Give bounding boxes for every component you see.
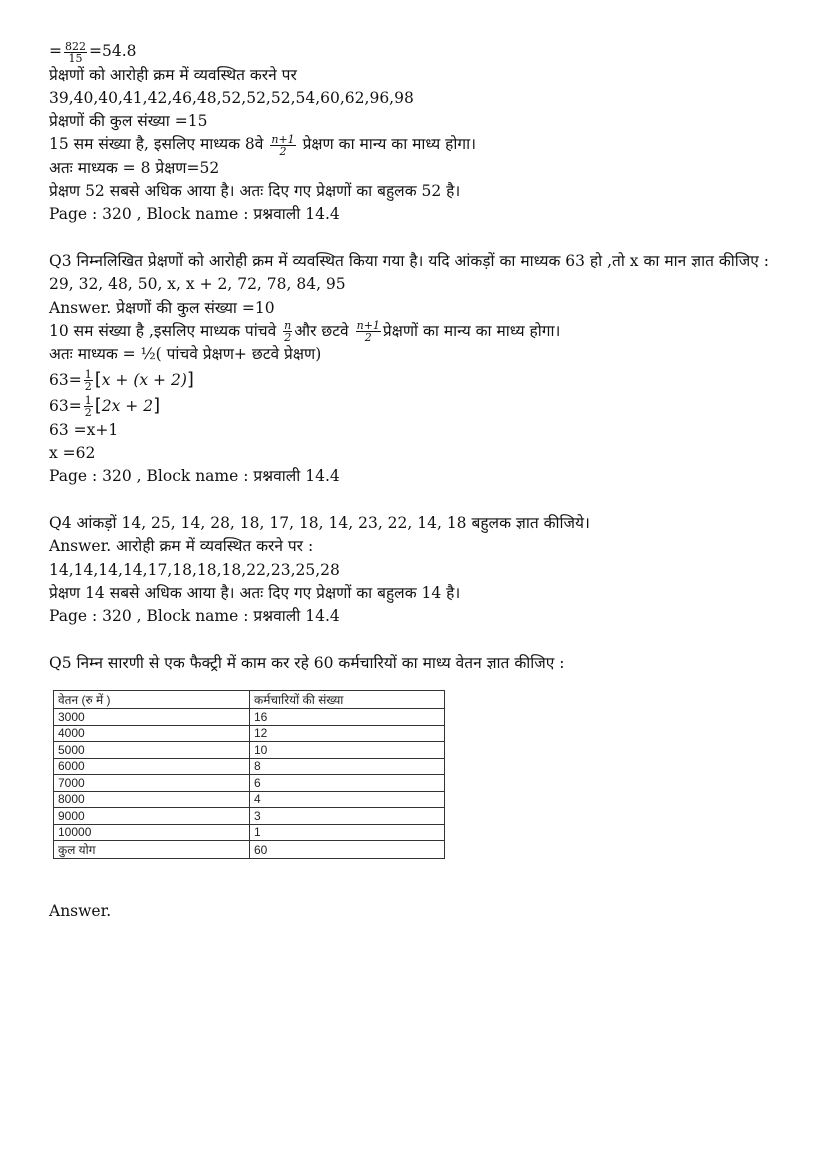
right-bracket: ] [186,368,194,390]
employee-count-cell: 8 [250,758,445,775]
salary-cell: 3000 [54,709,250,726]
equation-prefix: 63= [49,370,82,389]
median-text: अतः माध्यक = 8 प्रेक्षण=52 [49,158,220,177]
document-page [49,40,789,675]
salary-cell: 9000 [54,808,250,825]
count-text: प्रेक्षणों की कुल संख्या =15 [49,112,208,131]
fraction-numerator: 1 [84,368,92,382]
column-header-employees: कर्मचारियों की संख्या [250,691,445,709]
odd-text-b: प्रेक्षण का मान्य का माध्य होगा। [302,135,477,154]
q4-answer-line: Answer. आरोही क्रम में व्यवस्थित करने पर : [49,537,314,556]
salary-cell: 7000 [54,775,250,792]
employee-count-cell: 12 [250,725,445,742]
table-row [54,758,445,775]
fraction-numerator: n+1 [356,319,380,333]
arrange-text: प्रेक्षणों को आरोही क्रम में व्यवस्थित करने पर [49,65,297,84]
salary-cell: 6000 [54,758,250,775]
q3-count-text: Answer. प्रेक्षणों की कुल संख्या =10 [49,298,275,317]
fraction-numerator: n+1 [271,132,295,146]
q3-equation-4: x =62 [49,444,96,463]
table-row [54,841,445,859]
table-row [54,742,445,759]
even-text-a: 10 सम संख्या है ,इसलिए माध्यक पांचवे [49,321,277,340]
page-reference: Page : 320 , Block name : प्रश्नवाली 14.4 [49,467,340,486]
employee-count-cell: 1 [250,824,445,841]
n-plus-1-over-2-fraction [270,134,295,157]
page-reference: Page : 320 , Block name : प्रश्नवाली 14.4 [49,607,340,626]
q4-mode-text: प्रेक्षण 14 सबसे अधिक आया है। अतः दिए गए प्रेक्षणों का बहुलक 14 है। [49,583,461,602]
fraction-numerator: n [284,319,292,333]
equation-expression: 2x + 2 [101,396,154,415]
salary-cell: 5000 [54,742,250,759]
fraction-denominator: 15 [68,51,83,65]
fraction-denominator: 2 [84,380,92,394]
table-row [54,775,445,792]
salary-cell: 8000 [54,791,250,808]
sorted-values: 39,40,40,41,42,46,48,52,52,52,54,60,62,96,98 [49,88,414,107]
employee-count-cell: 60 [250,841,445,859]
page-reference: Page : 320 , Block name : प्रश्नवाली 14.4 [49,205,340,224]
fraction-denominator: 2 [279,144,287,158]
employee-count-cell: 4 [250,791,445,808]
equation-prefix: 63= [49,396,82,415]
n-plus-1-over-2-fraction [356,320,381,343]
equation-expression: x + (x + 2) [101,370,187,389]
q4-sorted: 14,14,14,14,17,18,18,18,22,23,25,28 [49,560,340,579]
half-fraction [84,369,93,392]
salary-cell: कुल योग [54,841,250,859]
even-text-c: प्रेक्षणों का मान्य का माध्य होगा। [382,321,561,340]
fraction-numerator: 822 [65,39,86,53]
fraction-denominator: 2 [364,331,372,345]
table-row [54,709,445,726]
even-text-b: और छटवे [294,321,349,340]
q4-question: Q4 आंकड़ों 14, 25, 14, 28, 18, 17, 18, 14, 23, 22, 14, 18 बहुलक ज्ञात कीजिये। [49,513,590,532]
mean-fraction [64,41,87,64]
n-over-2-fraction [283,320,292,343]
mode-text: प्रेक्षण 52 सबसे अधिक आया है। अतः दिए गए प्रेक्षणों का बहुलक 52 है। [49,182,461,201]
employee-count-cell: 6 [250,775,445,792]
q3-equation-1 [49,367,789,393]
q3-data: 29, 32, 48, 50, x, x + 2, 72, 78, 84, 95 [49,275,346,294]
q3-question: Q3 निम्नलिखित प्रेक्षणों को आरोही क्रम में व्यवस्थित किया गया है। यदि आंकड़ों का माध्यक 63 हो ,तो x का मान ज्ञात कीजिए : [49,252,769,271]
table-row [54,824,445,841]
table-row [54,725,445,742]
fraction-denominator: 2 [84,406,92,420]
fraction-numerator: 1 [84,394,92,408]
employee-count-cell: 16 [250,709,445,726]
mean-prefix: = [49,42,62,60]
table-row [54,791,445,808]
q5-question: Q5 निम्न सारणी से एक फैक्ट्री में काम कर रहे 60 कर्मचारियों का माध्य वेतन ज्ञात कीजिए : [49,653,565,672]
salary-table [53,690,445,859]
odd-text-a: 15 सम संख्या है, इसलिए माध्यक 8वे [49,135,264,154]
half-fraction [84,395,93,418]
right-bracket: ] [153,394,161,416]
mean-suffix: =54.8 [89,42,137,60]
q3-equation-2 [49,393,789,419]
left-bracket: [ [94,368,102,390]
q3-equation-3: 63 =x+1 [49,420,119,439]
odd-count-line [49,133,789,157]
employee-count-cell: 10 [250,742,445,759]
table-row [54,808,445,825]
table-header-row [54,691,445,709]
salary-cell: 10000 [54,824,250,841]
q5-answer-label: Answer. [49,902,112,920]
employee-count-cell: 3 [250,808,445,825]
left-bracket: [ [94,394,102,416]
mean-result-line [49,40,789,64]
fraction-denominator: 2 [284,331,292,345]
salary-cell: 4000 [54,725,250,742]
q3-median-text: अतः माध्यक = ½( पांचवे प्रेक्षण+ छटवे प्रेक्षण) [49,345,322,364]
column-header-salary: वेतन (रु में ) [54,691,250,709]
q3-even-line [49,320,789,344]
